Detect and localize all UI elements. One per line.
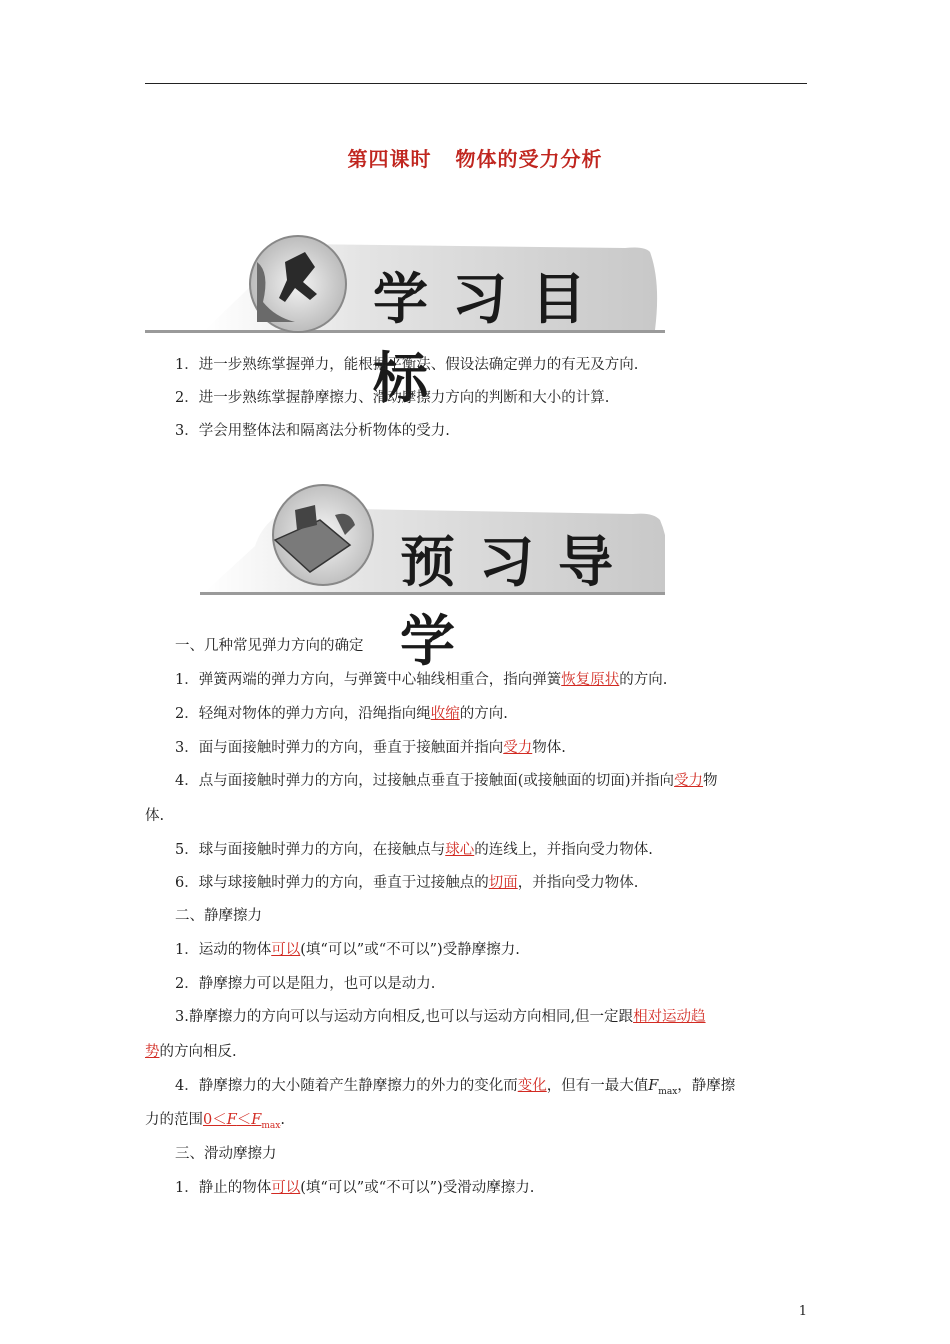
s2-item-2: 2．静摩擦力可以是阻力，也可以是动力. — [175, 976, 436, 992]
answer-blank: 相对运动趋 — [633, 1009, 706, 1025]
page-number: 1 — [798, 1304, 807, 1319]
answer-blank: 受力 — [674, 773, 704, 789]
s1-item-5: 5．球与面接触时弹力的方向，在接触点与球心的连线上，并指向受力物体. — [175, 842, 653, 858]
answer-blank: 收缩 — [430, 706, 460, 722]
s2-item-3: 3.静摩擦力的方向可以与运动方向相反,也可以与运动方向相同,但一定跟相对运动趋 — [175, 1009, 706, 1025]
s1-item-4: 4．点与面接触时弹力的方向，过接触点垂直于接触面(或接触面的切面)并指向受力物 — [175, 773, 718, 789]
s2-item-1: 1．运动的物体可以(填“可以”或“不可以”)受静摩擦力. — [175, 942, 520, 958]
answer-blank: 可以 — [271, 1180, 301, 1196]
s2-item-4-cont: 力的范围$0<F<F_{max}$. — [145, 1112, 285, 1131]
objective-1: 1．进一步熟练掌握弹力，能根据平衡法、假设法确定弹力的有无及方向. — [175, 357, 639, 373]
answer-blank: 恢复原状 — [561, 672, 620, 688]
answer-blank: $0<F<F_{max}$ — [203, 1112, 281, 1131]
section-1-heading: 一、几种常见弹力方向的确定 — [175, 638, 364, 654]
page-title — [0, 143, 950, 172]
s1-item-1: 1．弹簧两端的弹力方向，与弹簧中心轴线相重合，指向弹簧恢复原状的方向. — [175, 672, 668, 688]
s1-item-4-cont: 体. — [145, 808, 165, 824]
title-topic: 物体的受力分析 — [455, 147, 603, 171]
s1-item-3: 3．面与面接触时弹力的方向，垂直于接触面并指向受力物体. — [175, 740, 566, 756]
answer-blank: 可以 — [271, 942, 301, 958]
objective-3: 3．学会用整体法和隔离法分析物体的受力. — [175, 423, 450, 439]
answer-blank: 受力 — [503, 740, 533, 756]
objective-2: 2．进一步熟练掌握静摩擦力、滑动摩擦力方向的判断和大小的计算. — [175, 390, 610, 406]
answer-blank: 势 — [145, 1044, 160, 1060]
section-2-heading: 二、静摩擦力 — [175, 908, 262, 924]
banner2-text: 预习导学 — [400, 529, 638, 673]
s1-item-2: 2．轻绳对物体的弹力方向，沿绳指向绳收缩的方向. — [175, 706, 508, 722]
header-rule — [145, 83, 807, 84]
title-lesson: 第四课时 — [347, 147, 432, 171]
answer-blank: 球心 — [445, 842, 475, 858]
answer-blank: 切面 — [488, 875, 518, 891]
s2-item-4: 4．静摩擦力的大小随着产生静摩擦力的外力的变化而变化，但有一最大值$F_{max}$，静摩擦 — [175, 1078, 736, 1097]
answer-blank: 变化 — [517, 1078, 547, 1094]
banner1-text: 学习目标 — [373, 266, 611, 410]
s3-item-1: 1．静止的物体可以(填“可以”或“不可以”)受滑动摩擦力. — [175, 1180, 535, 1196]
section-3-heading: 三、滑动摩擦力 — [175, 1146, 277, 1162]
s1-item-6: 6．球与球接触时弹力的方向，垂直于过接触点的切面，并指向受力物体. — [175, 875, 639, 891]
s2-item-3-cont: 势的方向相反. — [145, 1044, 237, 1060]
